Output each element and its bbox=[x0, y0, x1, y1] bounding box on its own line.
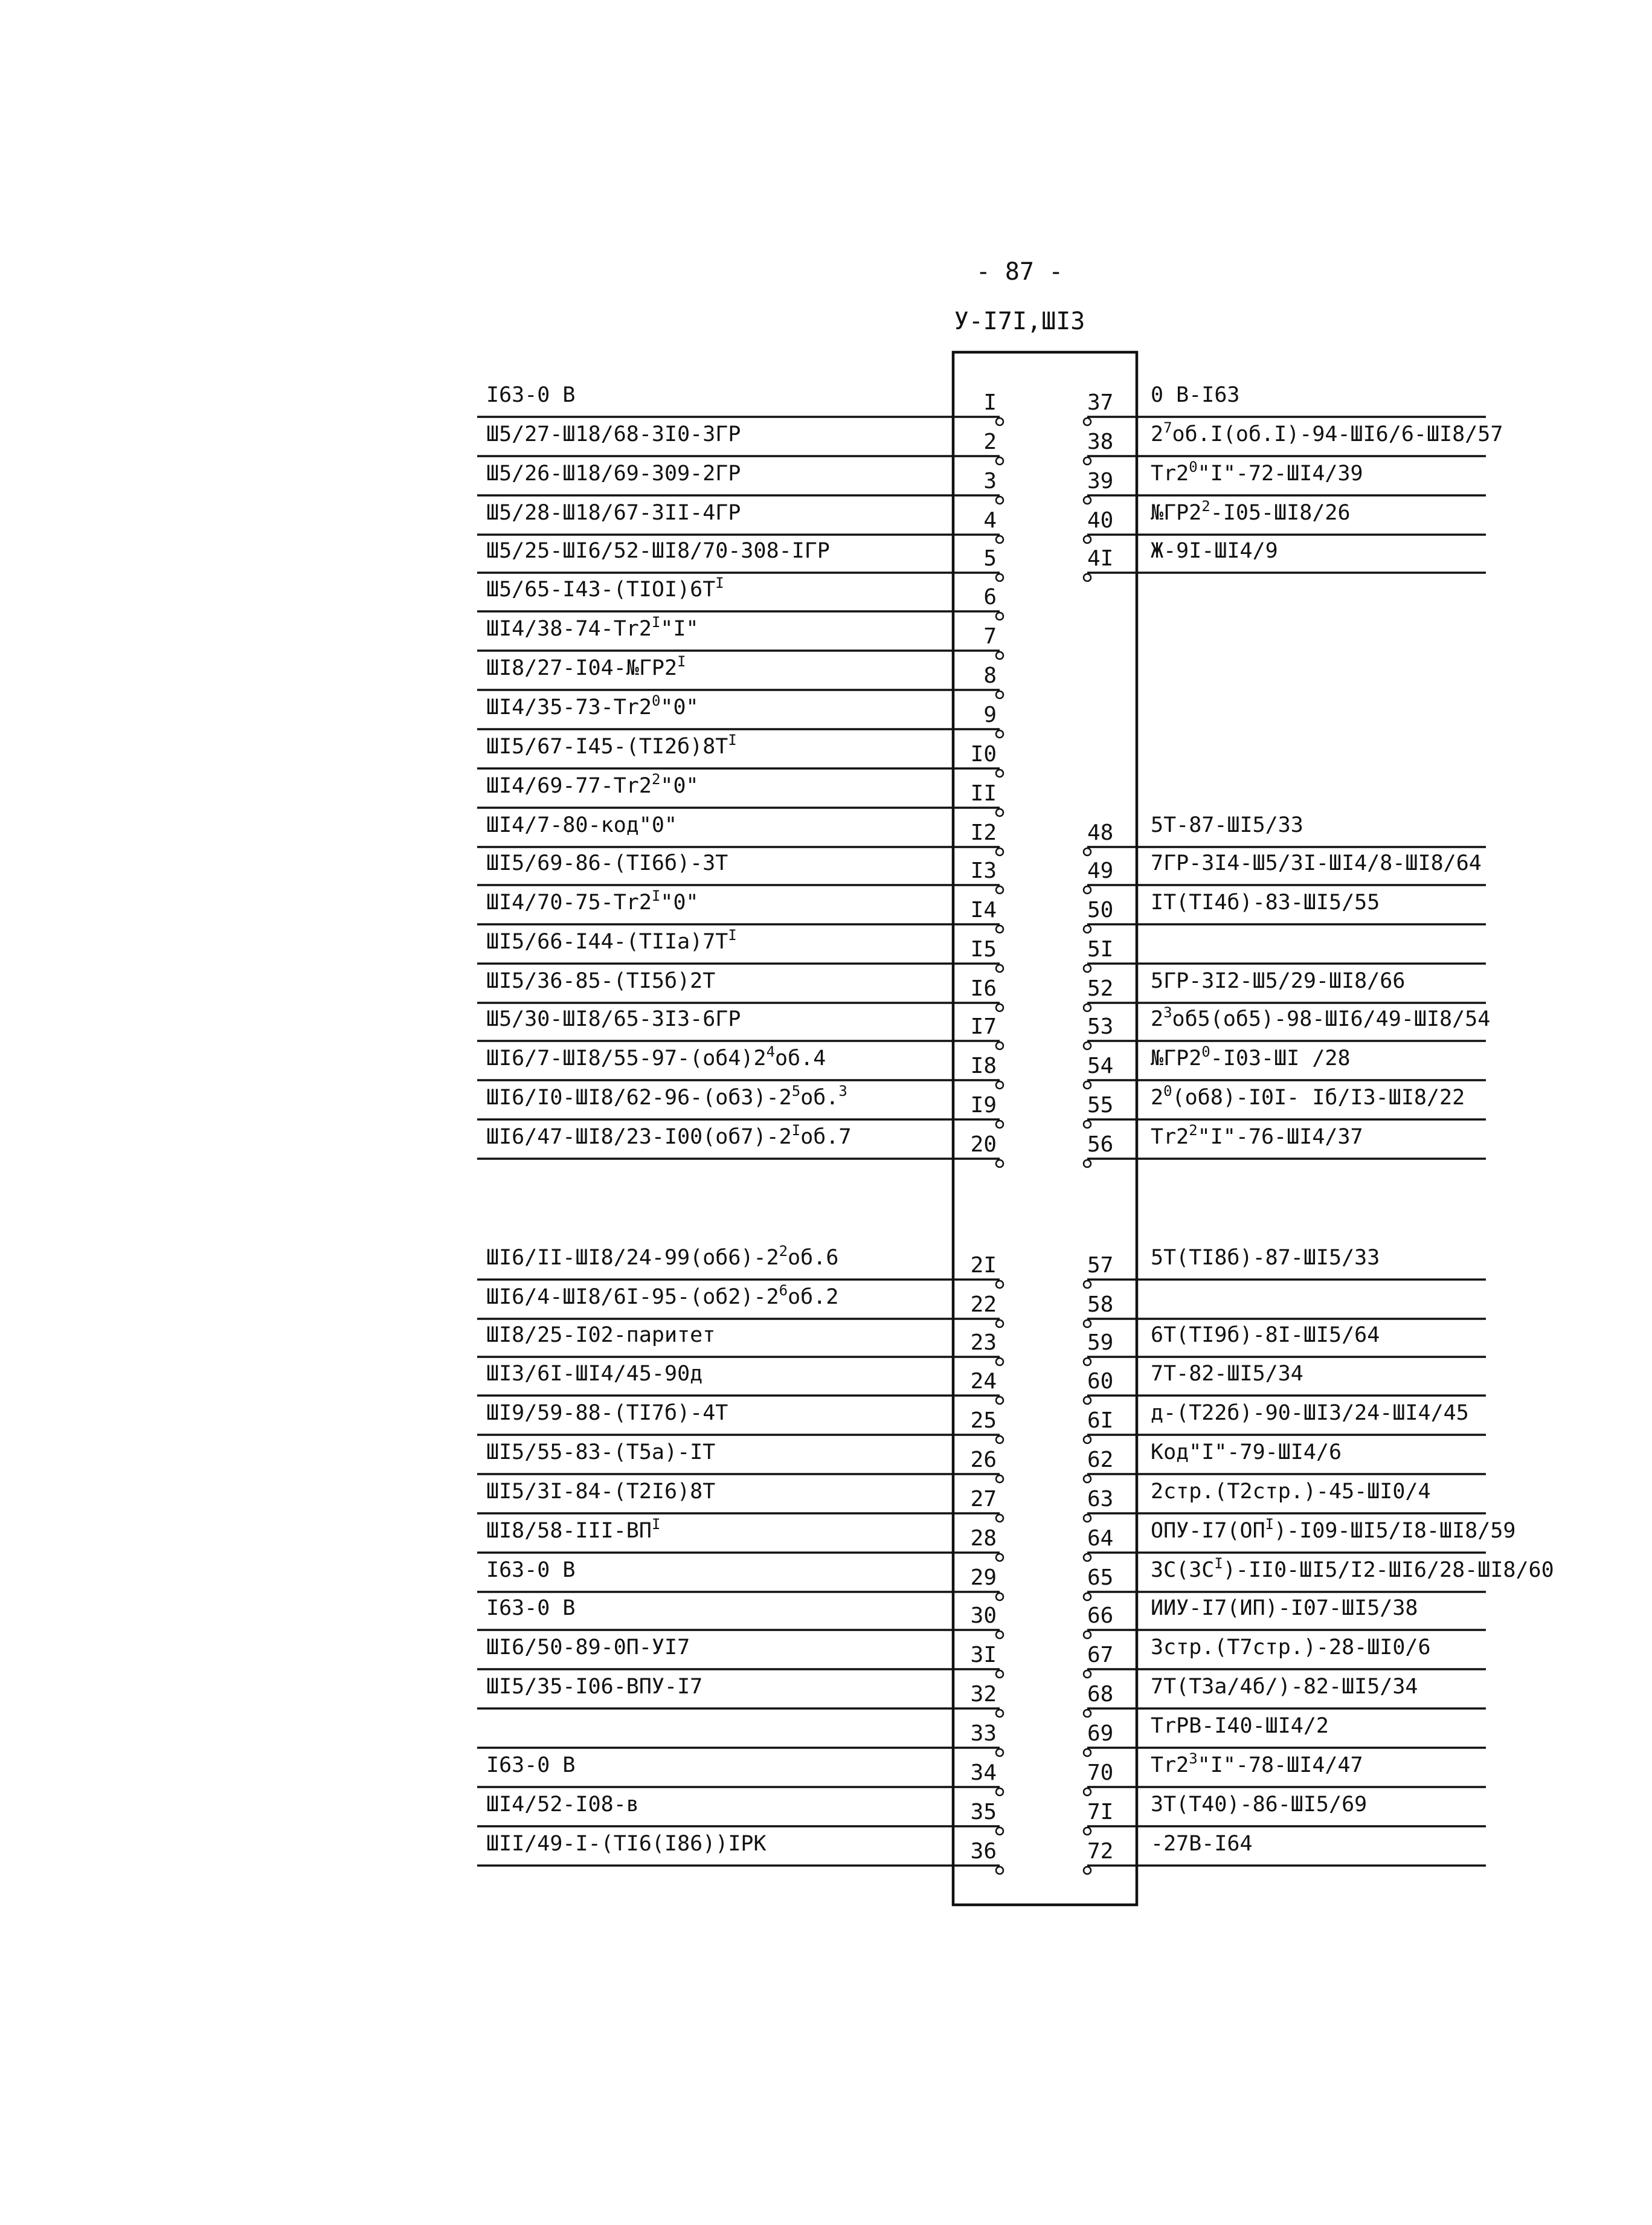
signal-label: $ШI6/II-ШI8/24-99(об6)-2^2об.6$ bbox=[486, 1243, 839, 1270]
terminal-icon bbox=[1084, 1358, 1091, 1365]
pin-number: I8 bbox=[970, 1054, 997, 1078]
pin-row-65 bbox=[1084, 1555, 1554, 1600]
signal-label: $ШI6/I0-ШI8/62-96-(об3)-2^5об.^3$ bbox=[486, 1083, 847, 1110]
pin-row-22 bbox=[477, 1282, 1003, 1327]
signal-label: ШI5/3I-84-(T2I6)8T bbox=[486, 1480, 716, 1504]
terminal-icon bbox=[1084, 457, 1091, 465]
terminal-icon bbox=[1084, 1320, 1091, 1327]
terminal-icon bbox=[996, 1436, 1003, 1443]
pin-number: 4I bbox=[1087, 546, 1114, 571]
terminal-icon bbox=[996, 497, 1003, 504]
pin-number: 26 bbox=[970, 1447, 997, 1472]
terminal-icon bbox=[1084, 1042, 1091, 1049]
pin-row-32 bbox=[477, 1675, 1003, 1717]
pin-number: 39 bbox=[1087, 469, 1114, 494]
pin-row-6I bbox=[1084, 1401, 1486, 1443]
pin-number: 72 bbox=[1087, 1839, 1114, 1864]
terminal-icon bbox=[996, 848, 1003, 855]
pin-row-34 bbox=[477, 1753, 1003, 1795]
pin-number: 8 bbox=[983, 663, 997, 688]
terminal-icon bbox=[996, 613, 1003, 620]
pin-row-29 bbox=[477, 1558, 1003, 1600]
pin-number: I0 bbox=[970, 742, 997, 767]
pin-row-5I bbox=[1084, 937, 1486, 972]
pin-row-68 bbox=[1084, 1675, 1486, 1717]
pin-number: 4 bbox=[983, 508, 997, 533]
signal-label: ШI5/35-I06-ВПУ-I7 bbox=[486, 1675, 703, 1699]
pin-number: 66 bbox=[1087, 1603, 1114, 1628]
pin-number: 63 bbox=[1087, 1487, 1114, 1512]
pin-number: I bbox=[983, 390, 997, 415]
pin-row-I3 bbox=[477, 851, 1003, 894]
signal-label: $ШI4/35-73-Tr2^0"0$" bbox=[486, 692, 699, 720]
pin-number: 20 bbox=[970, 1132, 997, 1157]
pin-row-52 bbox=[1084, 969, 1486, 1011]
pin-number: 5 bbox=[983, 546, 997, 571]
signal-label: ШI5/55-83-(T5a)-IT bbox=[486, 1440, 716, 1464]
terminal-icon bbox=[996, 886, 1003, 894]
terminal-icon bbox=[996, 418, 1003, 425]
terminal-icon bbox=[996, 770, 1003, 777]
pin-number: 7 bbox=[983, 624, 997, 649]
pin-number: 36 bbox=[970, 1839, 997, 1864]
signal-label: 3стр.(T7стр.)-28-ШI0/6 bbox=[1151, 1635, 1431, 1660]
pin-row-72 bbox=[1084, 1832, 1486, 1874]
terminal-icon bbox=[996, 1081, 1003, 1089]
connector-title: У-I7I,ШI3 bbox=[954, 308, 1085, 335]
signal-label: 3T(T40)-86-ШI5/69 bbox=[1151, 1792, 1368, 1817]
signal-label: 5T(TI8б)-87-ШI5/33 bbox=[1151, 1246, 1380, 1270]
signal-label: ШI9/59-88-(TI7б)-4T bbox=[486, 1401, 728, 1425]
pin-row-2I bbox=[477, 1243, 1003, 1288]
pin-row-63 bbox=[1084, 1480, 1486, 1522]
pin-row-69 bbox=[1084, 1714, 1486, 1756]
pin-row-I6 bbox=[477, 969, 1003, 1011]
pin-row-67 bbox=[1084, 1635, 1486, 1678]
pin-number: 9 bbox=[983, 703, 997, 727]
pin-row-23 bbox=[477, 1323, 1003, 1365]
signal-label: 5ГР-3I2-Ш5/29-ШI8/66 bbox=[1151, 969, 1406, 993]
terminal-icon bbox=[996, 1593, 1003, 1600]
terminal-icon bbox=[996, 457, 1003, 465]
pin-row-53 bbox=[1084, 1004, 1490, 1049]
signal-label: д-(T22б)-90-ШI3/24-ШI4/45 bbox=[1151, 1401, 1469, 1425]
terminal-icon bbox=[996, 1554, 1003, 1561]
pin-number: 2 bbox=[983, 430, 997, 454]
pin-number: 6I bbox=[1087, 1408, 1114, 1433]
terminal-icon bbox=[1084, 1281, 1091, 1288]
pin-row-5 bbox=[477, 539, 1003, 581]
terminal-icon bbox=[996, 1867, 1003, 1874]
pin-number: 24 bbox=[970, 1369, 997, 1394]
signal-label: Ш5/28-Ш18/67-3II-4ГР bbox=[486, 501, 741, 525]
terminal-icon bbox=[1084, 1004, 1091, 1011]
pin-number: II bbox=[970, 781, 997, 806]
terminal-icon bbox=[996, 1160, 1003, 1167]
signal-label: $Ш5/65-I43-(TIOI)6T^I$ bbox=[486, 575, 724, 602]
terminal-icon bbox=[1084, 1554, 1091, 1561]
signal-label: ШI5/36-85-(TI5б)2T bbox=[486, 969, 716, 993]
pin-number: 35 bbox=[970, 1800, 997, 1824]
pin-number: 5I bbox=[1087, 937, 1114, 962]
signal-label: $ШI6/47-ШI8/23-I00(об7)-2^Iоб.7$ bbox=[486, 1122, 852, 1149]
terminal-icon bbox=[1084, 1160, 1091, 1167]
pin-row-62 bbox=[1084, 1440, 1486, 1483]
pin-number: 30 bbox=[970, 1603, 997, 1628]
signal-label: $2^3об5(об5)-98-ШI6/49-ШI8/54$ bbox=[1151, 1004, 1491, 1031]
pin-number: 68 bbox=[1087, 1682, 1114, 1707]
signal-label: $ШI5/67-I45-(TI2б)8T^I$ bbox=[486, 732, 737, 759]
pin-number: 57 bbox=[1087, 1253, 1114, 1278]
signal-label: ШII/49-I-(TI6(I86))IPK bbox=[486, 1832, 767, 1856]
terminal-icon bbox=[996, 1827, 1003, 1835]
pin-number: 3I bbox=[970, 1643, 997, 1667]
pin-row-28 bbox=[477, 1516, 1003, 1561]
pin-number: 65 bbox=[1087, 1565, 1114, 1590]
pin-row-58 bbox=[1084, 1292, 1486, 1327]
pin-number: 2I bbox=[970, 1253, 997, 1278]
pin-number: 22 bbox=[970, 1292, 997, 1317]
pin-number: 64 bbox=[1087, 1526, 1114, 1551]
signal-label: I63-0 В bbox=[486, 383, 576, 407]
terminal-icon bbox=[1084, 886, 1091, 894]
pin-number: 55 bbox=[1087, 1093, 1114, 1118]
pin-row-55 bbox=[1084, 1083, 1486, 1128]
terminal-icon bbox=[996, 926, 1003, 933]
pin-number: I2 bbox=[970, 820, 997, 845]
pin-row-II bbox=[477, 771, 1003, 816]
pin-row-49 bbox=[1084, 851, 1486, 894]
signal-label: 6T(TI9б)-8I-ШI5/64 bbox=[1151, 1323, 1380, 1347]
pin-number: 48 bbox=[1087, 820, 1114, 845]
signal-label: 2стр.(T2стр.)-45-ШI0/4 bbox=[1151, 1480, 1431, 1504]
pin-row-4I bbox=[1084, 539, 1486, 581]
signal-label: 7T(T3а/4б/)-82-ШI5/34 bbox=[1151, 1675, 1418, 1699]
pin-number: I5 bbox=[970, 937, 997, 962]
signal-label: 5T-87-ШI5/33 bbox=[1151, 813, 1303, 837]
pin-number: 56 bbox=[1087, 1132, 1114, 1157]
pin-row-40 bbox=[1084, 498, 1486, 543]
terminal-icon bbox=[996, 1397, 1003, 1404]
terminal-icon bbox=[1084, 926, 1091, 933]
terminal-icon bbox=[996, 1281, 1003, 1288]
signal-label: I63-0 В bbox=[486, 1558, 576, 1582]
pin-number: 37 bbox=[1087, 390, 1114, 415]
terminal-icon bbox=[1084, 1081, 1091, 1089]
pin-number: I3 bbox=[970, 858, 997, 883]
signal-label: $№ГР2^2-I05-ШI8/26$ bbox=[1151, 498, 1351, 525]
terminal-icon bbox=[1084, 1867, 1091, 1874]
terminal-icon bbox=[1084, 1788, 1091, 1795]
pin-number: 60 bbox=[1087, 1369, 1114, 1394]
pin-row-I9 bbox=[477, 1083, 1003, 1128]
terminal-icon bbox=[1084, 1749, 1091, 1756]
pin-number: I7 bbox=[970, 1014, 997, 1039]
pin-row-I8 bbox=[477, 1043, 1003, 1089]
pin-row-38 bbox=[1084, 419, 1503, 465]
pin-number: 67 bbox=[1087, 1643, 1114, 1667]
pin-row-7I bbox=[1084, 1792, 1486, 1835]
pin-row-I7 bbox=[477, 1007, 1003, 1049]
signal-label: 7T-82-ШI5/34 bbox=[1151, 1362, 1303, 1386]
pin-row-4 bbox=[477, 501, 1003, 543]
terminal-icon bbox=[1084, 497, 1091, 504]
pin-row-59 bbox=[1084, 1323, 1486, 1365]
terminal-icon bbox=[996, 809, 1003, 816]
pin-number: I6 bbox=[970, 976, 997, 1001]
terminal-icon bbox=[996, 574, 1003, 581]
terminal-icon bbox=[1084, 1631, 1091, 1638]
pin-number: 53 bbox=[1087, 1014, 1114, 1039]
signal-label: $ШI8/27-I04-№ГР2^I$ bbox=[486, 653, 686, 680]
signal-label: Ж-9I-ШI4/9 bbox=[1151, 539, 1278, 563]
pin-number: 38 bbox=[1087, 430, 1114, 454]
pin-number: I9 bbox=[970, 1093, 997, 1118]
terminal-icon bbox=[996, 730, 1003, 738]
pin-row-7 bbox=[477, 614, 1003, 659]
pin-row-3I bbox=[477, 1635, 1003, 1678]
pin-row-I2 bbox=[477, 813, 1003, 855]
signal-label: $ШI8/58-III-ВП^I$ bbox=[486, 1516, 661, 1543]
signal-label: $ШI4/38-74-Tr2^I"I$" bbox=[486, 614, 699, 641]
pin-row-I5 bbox=[477, 927, 1003, 972]
pin-row-9 bbox=[477, 692, 1003, 738]
terminal-icon bbox=[996, 1121, 1003, 1128]
terminal-icon bbox=[1084, 1670, 1091, 1678]
signal-label: $ШI4/69-77-Tr2^2"0$" bbox=[486, 771, 699, 798]
signal-label: $2^7об.I(об.I)-94-ШI6/6-ШI8/57$ bbox=[1151, 419, 1503, 446]
signal-label: $3С(3С^I)-II0-ШI5/I2-ШI6/28-ШI8/60$ bbox=[1151, 1555, 1554, 1582]
terminal-icon bbox=[1084, 1475, 1091, 1483]
signal-label: ИИУ-I7(ИП)-I07-ШI5/38 bbox=[1151, 1596, 1418, 1620]
pin-row-I4 bbox=[477, 887, 1003, 933]
pin-number: 52 bbox=[1087, 976, 1114, 1001]
pin-row-26 bbox=[477, 1440, 1003, 1483]
pin-number: I4 bbox=[970, 898, 997, 923]
signal-label: IT(TI4б)-83-ШI5/55 bbox=[1151, 890, 1380, 915]
signal-label: ШI6/50-89-0П-УI7 bbox=[486, 1635, 690, 1660]
signal-label: Код"I"-79-ШI4/6 bbox=[1151, 1440, 1342, 1464]
terminal-icon bbox=[996, 1515, 1003, 1522]
terminal-icon bbox=[1084, 1827, 1091, 1835]
pin-row-56 bbox=[1084, 1122, 1486, 1167]
signal-label: ШI5/69-86-(TI6б)-3T bbox=[486, 851, 728, 875]
pin-number: 50 bbox=[1087, 898, 1114, 923]
pin-row-2 bbox=[477, 422, 1003, 465]
terminal-icon bbox=[996, 652, 1003, 659]
signal-label: $Tr2^3"I"-78-ШI4/47$ bbox=[1151, 1750, 1363, 1777]
signal-label: 7ГР-3I4-Ш5/3I-ШI4/8-ШI8/64 bbox=[1151, 851, 1482, 875]
signal-label: TrPB-I40-ШI4/2 bbox=[1151, 1714, 1329, 1738]
pin-number: 7I bbox=[1087, 1800, 1114, 1824]
signal-label: ШI4/7-80-код"0" bbox=[486, 813, 678, 837]
pin-row-37 bbox=[1084, 383, 1486, 425]
pin-row-64 bbox=[1084, 1516, 1515, 1561]
terminal-icon bbox=[996, 1358, 1003, 1365]
signal-label: ОПУ-$I7(ОП^I)-I09-ШI5/I8-ШI8/59$ bbox=[1151, 1516, 1516, 1543]
pin-row-8 bbox=[477, 653, 1003, 698]
terminal-icon bbox=[996, 691, 1003, 698]
right-pin-group bbox=[1084, 383, 1554, 1874]
pin-number: 23 bbox=[970, 1330, 997, 1355]
signal-label: -27B-I64 bbox=[1151, 1832, 1253, 1856]
pin-row-36 bbox=[477, 1832, 1003, 1874]
terminal-icon bbox=[996, 536, 1003, 543]
signal-label: $ШI6/4-ШI8/6I-95-(об2)-2^6об.2$ bbox=[486, 1282, 839, 1309]
pin-row-54 bbox=[1084, 1043, 1486, 1089]
signal-label: Ш5/30-ШI8/65-3I3-6ГР bbox=[486, 1007, 741, 1031]
terminal-icon bbox=[1084, 848, 1091, 855]
pin-number: 69 bbox=[1087, 1721, 1114, 1746]
pin-row-50 bbox=[1084, 890, 1486, 933]
terminal-icon bbox=[996, 1004, 1003, 1011]
pin-number: 32 bbox=[970, 1682, 997, 1707]
terminal-icon bbox=[996, 965, 1003, 972]
terminal-icon bbox=[1084, 965, 1091, 972]
terminal-icon bbox=[1084, 1121, 1091, 1128]
pin-row-24 bbox=[477, 1362, 1003, 1404]
pin-row-3 bbox=[477, 462, 1003, 504]
pin-row-35 bbox=[477, 1792, 1003, 1835]
pin-number: 28 bbox=[970, 1526, 997, 1551]
pin-number: 6 bbox=[983, 585, 997, 610]
pin-number: 34 bbox=[970, 1760, 997, 1785]
signal-label: Ш5/26-Ш18/69-309-2ГР bbox=[486, 462, 741, 486]
pin-row-33 bbox=[477, 1721, 1003, 1756]
signal-label: Ш5/27-Ш18/68-3I0-3ГР bbox=[486, 422, 741, 446]
terminal-icon bbox=[996, 1788, 1003, 1795]
pin-number: 3 bbox=[983, 469, 997, 494]
terminal-icon bbox=[1084, 418, 1091, 425]
signal-label: $2^0(об8)-I0I-$ Iб/I3-ШI8/22 bbox=[1151, 1083, 1465, 1110]
signal-label: ШI4/52-I08-в bbox=[486, 1792, 639, 1817]
signal-label: I63-0 В bbox=[486, 1596, 576, 1620]
terminal-icon bbox=[996, 1670, 1003, 1678]
pin-row-6 bbox=[477, 575, 1003, 620]
terminal-icon bbox=[996, 1710, 1003, 1717]
terminal-icon bbox=[1084, 1710, 1091, 1717]
pin-number: 54 bbox=[1087, 1054, 1114, 1078]
pin-row-I bbox=[477, 383, 1003, 425]
left-pin-group bbox=[477, 383, 1003, 1874]
signal-label: ШI8/25-I02-паритет bbox=[486, 1323, 716, 1347]
terminal-icon bbox=[996, 1042, 1003, 1049]
terminal-icon bbox=[1084, 1397, 1091, 1404]
pin-row-60 bbox=[1084, 1362, 1486, 1404]
pin-number: 27 bbox=[970, 1487, 997, 1512]
signal-label: $ШI4/70-75-Tr2^I"0$" bbox=[486, 887, 699, 915]
pin-number: 70 bbox=[1087, 1760, 1114, 1785]
pin-row-39 bbox=[1084, 459, 1486, 504]
terminal-icon bbox=[1084, 1593, 1091, 1600]
pin-row-30 bbox=[477, 1596, 1003, 1638]
terminal-icon bbox=[996, 1631, 1003, 1638]
pin-number: 49 bbox=[1087, 858, 1114, 883]
page-number: - 87 - bbox=[975, 258, 1064, 286]
signal-label: Ш5/25-ШI6/52-ШI8/70-308-IГР bbox=[486, 539, 830, 563]
pin-row-27 bbox=[477, 1480, 1003, 1522]
pin-number: 33 bbox=[970, 1721, 997, 1746]
signal-label: I63-0 В bbox=[486, 1753, 576, 1777]
pin-row-57 bbox=[1084, 1246, 1486, 1288]
pin-row-20 bbox=[477, 1122, 1003, 1167]
connector-body bbox=[953, 352, 1137, 1905]
pin-row-66 bbox=[1084, 1596, 1486, 1638]
terminal-icon bbox=[1084, 1515, 1091, 1522]
terminal-icon bbox=[996, 1320, 1003, 1327]
pin-row-48 bbox=[1084, 813, 1486, 855]
pin-number: 40 bbox=[1087, 508, 1114, 533]
signal-label: $Tr2^2"I"-76-ШI4/37$ bbox=[1151, 1122, 1363, 1149]
pin-row-I0 bbox=[477, 732, 1003, 777]
pin-row-70 bbox=[1084, 1750, 1486, 1795]
terminal-icon bbox=[1084, 536, 1091, 543]
signal-label: $ШI5/66-I44-(TIIa)7T^I$ bbox=[486, 927, 737, 954]
terminal-icon bbox=[1084, 574, 1091, 581]
pin-number: 59 bbox=[1087, 1330, 1114, 1355]
pin-row-25 bbox=[477, 1401, 1003, 1443]
terminal-icon bbox=[1084, 1436, 1091, 1443]
signal-label: $№ГР2^0-I03-ШI$ /28 bbox=[1151, 1043, 1351, 1071]
signal-label: ШI3/6I-ШI4/45-90д bbox=[486, 1362, 703, 1386]
pin-number: 29 bbox=[970, 1565, 997, 1590]
signal-label: 0 В-I63 bbox=[1151, 383, 1240, 407]
signal-label: $ШI6/7-ШI8/55-97-(об4)2^4об.4$ bbox=[486, 1043, 826, 1071]
pin-number: 25 bbox=[970, 1408, 997, 1433]
terminal-icon bbox=[996, 1749, 1003, 1756]
pin-number: 58 bbox=[1087, 1292, 1114, 1317]
pin-number: 62 bbox=[1087, 1447, 1114, 1472]
signal-label: $Tr2^0"I"-72-ШI4/39$ bbox=[1151, 459, 1363, 486]
terminal-icon bbox=[996, 1475, 1003, 1483]
